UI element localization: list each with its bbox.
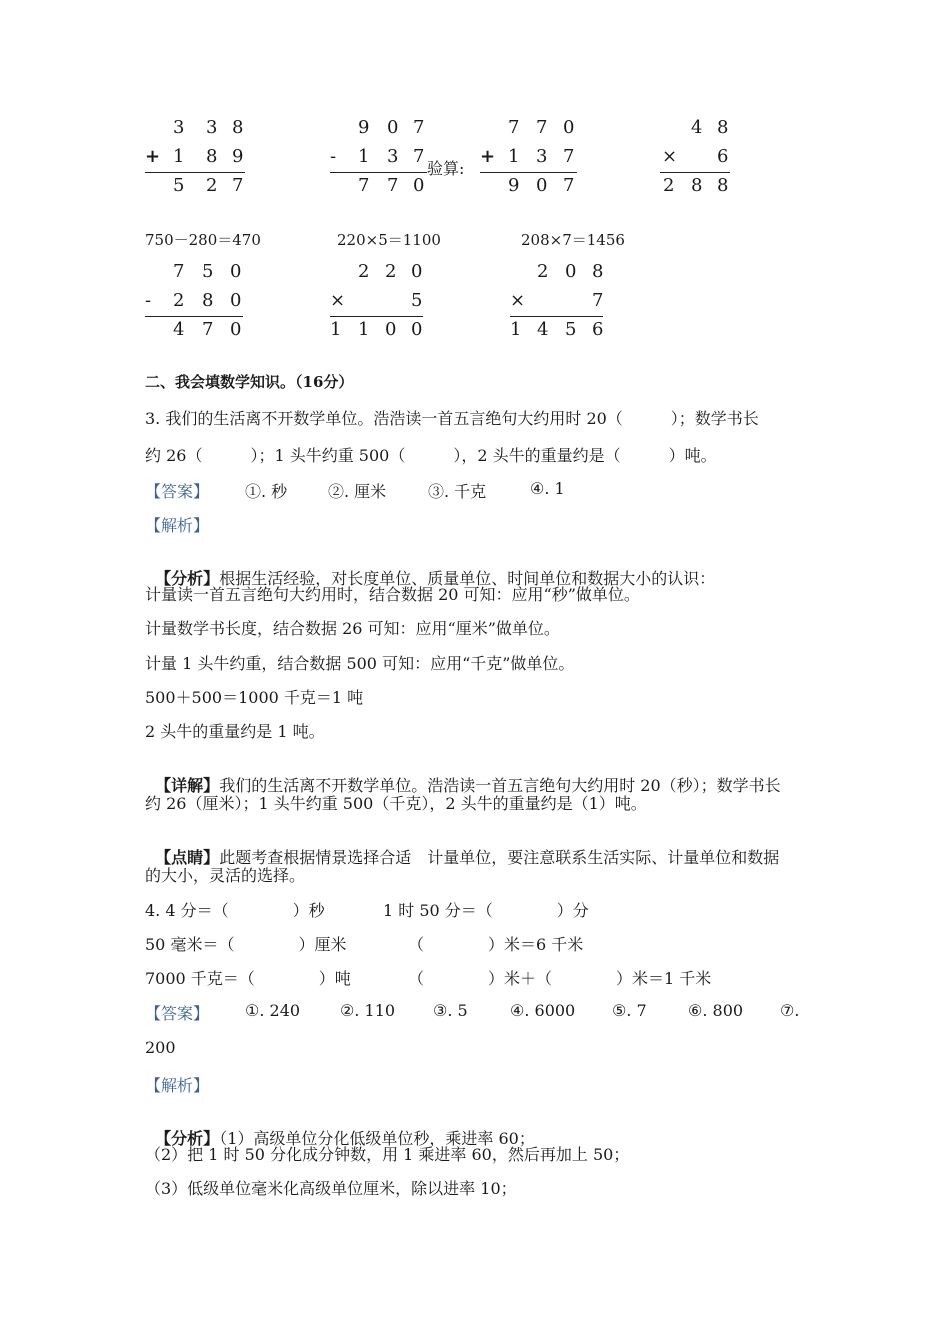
q4-line1b: 1 时 50 分＝（ ）分	[383, 901, 589, 920]
point-tag: 【点睛】	[155, 848, 220, 867]
q4-line2b: （ ）米＝6 千米	[408, 935, 584, 954]
vertical-calc-sub-750-280: 7 5 0 - 2 8 0 4 7 0	[145, 261, 242, 340]
q3-line2: 约 26（ ）；1 头牛约重 500（ ），2 头牛的重量约是（ ）吨。	[145, 446, 717, 465]
q3-answer-2: ②. 厘米	[328, 482, 387, 501]
q4-line2a: 50 毫米＝（ ）厘米	[145, 935, 347, 954]
q4-answer-6: ⑥. 800	[688, 1001, 744, 1020]
q3-analysis-line-3: 计量 1 头牛约重，结合数据 500 可知：应用“千克”做单位。	[145, 654, 575, 673]
q3-analysis-label: 【解析】	[145, 516, 210, 535]
vertical-calc-mul-48-6: 4 8 × 6 2 8 8	[662, 117, 729, 196]
q3-point-line2: 的大小，灵活的选择。	[145, 866, 306, 885]
equation-208-7: 208×7＝1456	[521, 231, 625, 249]
section-title: 二、我会填数学知识。（16分）	[145, 373, 354, 391]
q4-answer-7: ⑦.	[780, 1001, 800, 1020]
analysis-tag: 【分析】	[155, 569, 220, 588]
q3-answer-1: ①. 秒	[245, 482, 288, 501]
q4-line1a: 4. 4 分＝（ ）秒	[145, 901, 325, 920]
vertical-calc-add-338-189: 3 3 8 + 1 8 9 5 2 7	[145, 117, 244, 196]
q3-analysis-line-2: 计量数学书长度，结合数据 26 可知：应用“厘米”做单位。	[145, 619, 560, 638]
q4-answer-wrap: 200	[145, 1038, 176, 1057]
q4-answer-5: ⑤. 7	[612, 1001, 647, 1020]
analysis-text: 根据生活经验，对长度单位、质量单位、时间单位和数据大小的认识：	[219, 569, 716, 588]
q3-answer-3: ③. 千克	[428, 482, 487, 501]
vertical-calc-mul-208-7: 2 0 8 × 7 1 4 5 6	[510, 261, 604, 340]
q3-answer-4: ④. 1	[530, 479, 565, 498]
q4-answer-3: ③. 5	[433, 1001, 468, 1020]
q4-analysis-line-3: （3）低级单位毫米化高级单位厘米，除以进率 10；	[145, 1179, 517, 1198]
q3-line1: 3. 我们的生活离不开数学单位。浩浩读一首五言绝句大约用时 20（ ）；数学书长	[145, 409, 759, 428]
q3-analysis-line-5: 2 头牛的重量约是 1 吨。	[145, 722, 325, 741]
q3-detail-line2: 约 26（厘米）；1 头牛约重 500（千克），2 头牛的重量约是（1）吨。	[145, 794, 647, 813]
point-text: 此题考查根据情景选择合适 计量单位，要注意联系生活实际、计量单位和数据	[219, 848, 780, 867]
check-label: 验算:	[427, 159, 465, 178]
q4-analysis-label: 【解析】	[145, 1076, 210, 1095]
vertical-calc-sub-907-137: 9 0 7 - 1 3 7 7 7 0	[330, 113, 430, 200]
q4-answer-label: 【答案】	[145, 1004, 210, 1023]
q4-answer-4: ④. 6000	[510, 1001, 576, 1020]
detail-text: 我们的生活离不开数学单位。浩浩读一首五言绝句大约用时 20（秒）；数学书长	[219, 776, 781, 795]
q4-analysis-tag: 【分析】	[155, 1129, 220, 1148]
q3-point-line1	[145, 826, 779, 868]
q4-line3b: （ ）米＋（ ）米＝1 千米	[408, 969, 712, 988]
q3-answer-label: 【答案】	[145, 482, 210, 501]
vertical-calc-check-770-137: 7 7 0 + 1 3 7 9 0 7	[480, 113, 580, 200]
q4-answer-1: ①. 240	[245, 1001, 301, 1020]
q4-answer-2: ②. 110	[340, 1001, 396, 1020]
q3-analysis-line-1: 计量读一首五言绝句大约用时，结合数据 20 可知：应用“秒”做单位。	[145, 585, 640, 604]
q3-detail-line1	[145, 754, 781, 796]
vertical-calc-mul-220-5: 2 2 0 × 5 1 1 0 0	[330, 261, 423, 340]
equation-220-5: 220×5＝1100	[337, 231, 441, 249]
q3-analysis-line-4: 500＋500＝1000 千克＝1 吨	[145, 688, 364, 707]
detail-tag: 【详解】	[155, 776, 220, 795]
equation-750-280: 750－280＝470	[145, 231, 261, 249]
q4-analysis-text-1: （1）高级单位分化低级单位秒，乘进率 60；	[219, 1129, 535, 1148]
q4-line3a: 7000 千克＝（ ）吨	[145, 969, 351, 988]
q4-analysis-line-2: （2）把 1 时 50 分化成分钟数，用 1 乘进率 60，然后再加上 50；	[145, 1145, 630, 1164]
